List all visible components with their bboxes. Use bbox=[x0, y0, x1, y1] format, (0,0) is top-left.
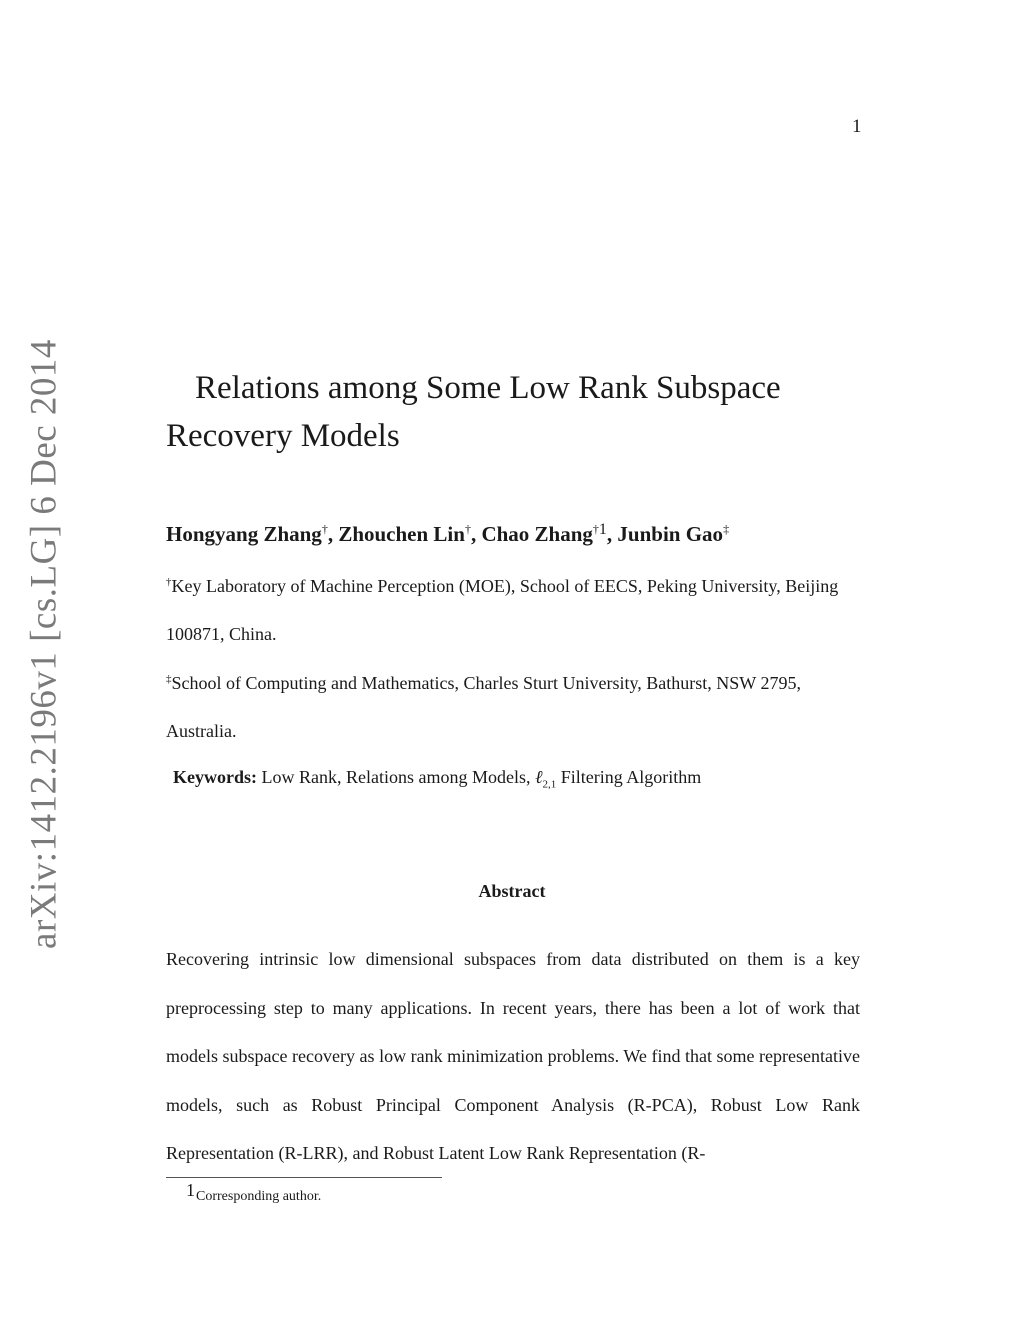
keywords-text: Low Rank, Relations among Models, bbox=[261, 767, 531, 787]
affiliation-text: Key Laboratory of Machine Perception (MOE), School of EECS, Peking University, Beijing 100871, China. bbox=[166, 576, 839, 644]
author-affiliation-mark: † bbox=[321, 522, 328, 536]
author-separator: , bbox=[327, 522, 339, 546]
abstract-heading: Abstract bbox=[478, 881, 546, 901]
math-subscript: 2,1 bbox=[542, 778, 557, 791]
affiliation-mark: ‡ bbox=[166, 673, 172, 685]
author-affiliation-mark: † bbox=[464, 522, 471, 536]
keywords-text-end: Filtering Algorithm bbox=[560, 767, 702, 787]
footnote-text: Corresponding author. bbox=[196, 1189, 322, 1204]
author-separator: , bbox=[606, 522, 618, 546]
affiliation-peking bbox=[166, 562, 866, 658]
arxiv-identifier-stamp: arXiv:1412.2196v1 [cs.LG] 6 Dec 2014 bbox=[23, 339, 65, 949]
affiliation-text: School of Computing and Mathematics, Charles Sturt University, Bathurst, NSW 2795, Australia. bbox=[166, 673, 801, 741]
author-name: Hongyang Zhang bbox=[166, 522, 322, 546]
author-name: Junbin Gao bbox=[617, 522, 724, 546]
paper-title: Relations among Some Low Rank Subspace Recovery Models bbox=[166, 370, 781, 454]
abstract-body: Recovering intrinsic low dimensional subspaces from data distributed on them is a key preprocessing step to many applications. In recent years, there has been a lot of work that models subspace recovery as low rank minimization problems. We find that some representative models, such as Robust Principal Component Analysis (R-PCA), Robust Low Rank Representation (R-LRR), and Robust Latent Low Rank Representation (R- bbox=[166, 949, 860, 1163]
author-affiliation-mark: ‡ bbox=[723, 522, 730, 536]
keywords-label: Keywords: bbox=[173, 767, 257, 787]
page-number: 1 bbox=[852, 116, 862, 137]
affiliation-charles-sturt bbox=[166, 659, 866, 755]
affiliation-mark: † bbox=[166, 576, 172, 588]
math-ell-symbol: ℓ bbox=[534, 767, 543, 787]
author-name: Chao Zhang bbox=[481, 522, 593, 546]
keywords-line bbox=[173, 767, 701, 791]
author-footnote-mark[interactable]: 1 bbox=[598, 521, 607, 538]
footnote bbox=[186, 1180, 321, 1205]
author-affiliation-mark: † bbox=[592, 522, 599, 536]
author-list bbox=[166, 521, 729, 547]
footnote-mark: 1 bbox=[186, 1180, 195, 1200]
footnote-divider bbox=[166, 1177, 442, 1178]
author-name: Zhouchen Lin bbox=[338, 522, 465, 546]
author-separator: , bbox=[470, 522, 482, 546]
